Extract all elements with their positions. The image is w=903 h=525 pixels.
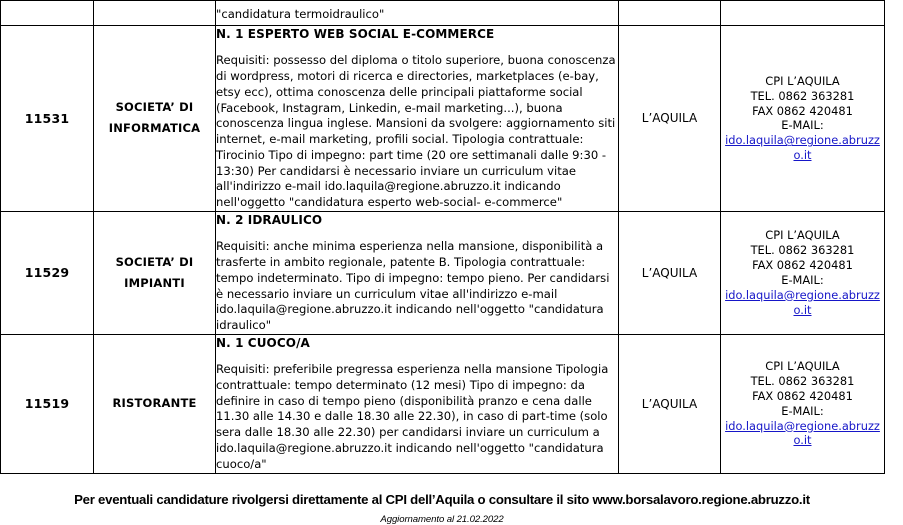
contact-email-label: E-MAIL: [781,403,824,418]
job-description-text: "candidatura termoidraulico" [216,6,385,21]
contact-telephone: TEL. 0862 363281 [750,374,855,389]
cell-company [94,26,216,212]
job-description-text: Requisiti: preferibile pregressa esperienza nella mansione Tipologia contrattuale: tempo determinato (12 mesi) Tipo di impegno: da definire in caso di tempo pieno (disponibilità pranzo e cena dalle 11.30 alle 14.30 e dalle 18.30 alle 22.30), in caso di part-time (solo sera dalle 18.30 alle 22.30) per candidarsi inviare un curriculum a ido.laquila@regione.abruzzo.it indicando nell'oggetto "candidatura cuoco/a" [216,362,609,471]
table-row [1,334,885,473]
cell-location [619,1,721,26]
contact-office: CPI L’AQUILA [765,74,840,88]
contact-email-label: E-MAIL: [781,272,824,287]
cell-location [619,26,721,212]
company-name-line2: IMPIANTI [124,275,185,290]
cell-contact [721,211,885,334]
cell-company [94,1,216,26]
contact-telephone: TEL. 0862 363281 [750,88,855,103]
contact-telephone: TEL. 0862 363281 [750,243,855,258]
company-name-line1: RISTORANTE [112,396,197,411]
cell-contact [721,1,885,26]
job-description-text: Requisiti: anche minima esperienza nella mansione, disponibilità a trasferte in ambito regionale, patente B. Tipologia contrattuale: tempo indeterminato. Tipo di impegno: tempo pieno. Per candidarsi è necessario inviare un curriculum vitae all'indirizzo e-mail ido.laquila@regione.abruzzo.it indicando nell'oggetto "candidatura idraulico" [216,239,610,333]
company-name-line2: INFORMATICA [108,121,201,136]
cell-location [619,334,721,473]
cell-contact [721,26,885,212]
job-id: 11519 [24,396,70,412]
page-footer [0,492,884,525]
cell-description [216,334,619,473]
footer-update-date: Aggiornamento al 21.02.2022 [380,513,504,525]
company-name-line1: SOCIETA’ DI [115,100,194,115]
cell-contact [721,334,885,473]
cell-id [1,211,94,334]
cell-id [1,334,94,473]
contact-email-link[interactable]: ido.laquila@regione.abruzzo.it [725,287,880,317]
contact-fax: FAX 0862 420481 [752,388,853,403]
cell-company [94,334,216,473]
cell-location [619,211,721,334]
cell-description [216,26,619,212]
location-text: L’AQUILA [641,396,698,411]
contact-email-link[interactable]: ido.laquila@regione.abruzzo.it [725,133,880,163]
cell-company [94,211,216,334]
job-id: 11531 [24,110,70,126]
table-row-continuation [1,1,885,26]
contact-office: CPI L’AQUILA [765,228,840,243]
location-text: L’AQUILA [641,111,698,126]
contact-fax: FAX 0862 420481 [752,103,853,118]
job-description-text: Requisiti: possesso del diploma o titolo superiore, buona conoscenza di wordpress, motori di ricerca e directories, marketplaces (e-bay, etsy ecc), ottima conoscenza delle principali piattaforme social (Facebook, Instagram, Linkedin, e-mail marketing...), buona conoscenza lingua inglese. Mansioni da svolgere: aggiornamento siti internet, e-mail marketing, profili social. Tipologia contrattuale: Tirocinio Tipo di impegno: part time (20 ore settimanali dalle 9:30 - 13:30) Per candidarsi è necessario inviare un curriculum vitae all'indirizzo e-mail ido.laquila@regione.abruzzo.it indicando nell'oggetto "candidatura esperto web-social- e-commerce" [216,53,616,210]
contact-fax: FAX 0862 420481 [752,258,853,273]
cell-id [1,1,94,26]
job-id: 11529 [24,265,70,281]
location-text: L’AQUILA [641,265,698,280]
cell-description [216,211,619,334]
contact-office: CPI L’AQUILA [765,359,840,374]
contact-email-link[interactable]: ido.laquila@regione.abruzzo.it [725,418,880,448]
table-row [1,26,885,212]
contact-email-label: E-MAIL: [781,118,824,133]
job-title: N. 2 IDRAULICO [216,212,323,227]
table-row [1,211,885,334]
job-title: N. 1 ESPERTO WEB SOCIAL E-COMMERCE [216,27,495,41]
cell-description [216,1,619,26]
footer-instruction-text: Per eventuali candidature rivolgersi direttamente al CPI dell’Aquila o consultare il sito www.borsalavoro.regione.abruzzo.it [74,491,810,507]
company-name-line1: SOCIETA’ DI [115,254,194,269]
cell-id [1,26,94,212]
job-title: N. 1 CUOCO/A [216,335,310,350]
